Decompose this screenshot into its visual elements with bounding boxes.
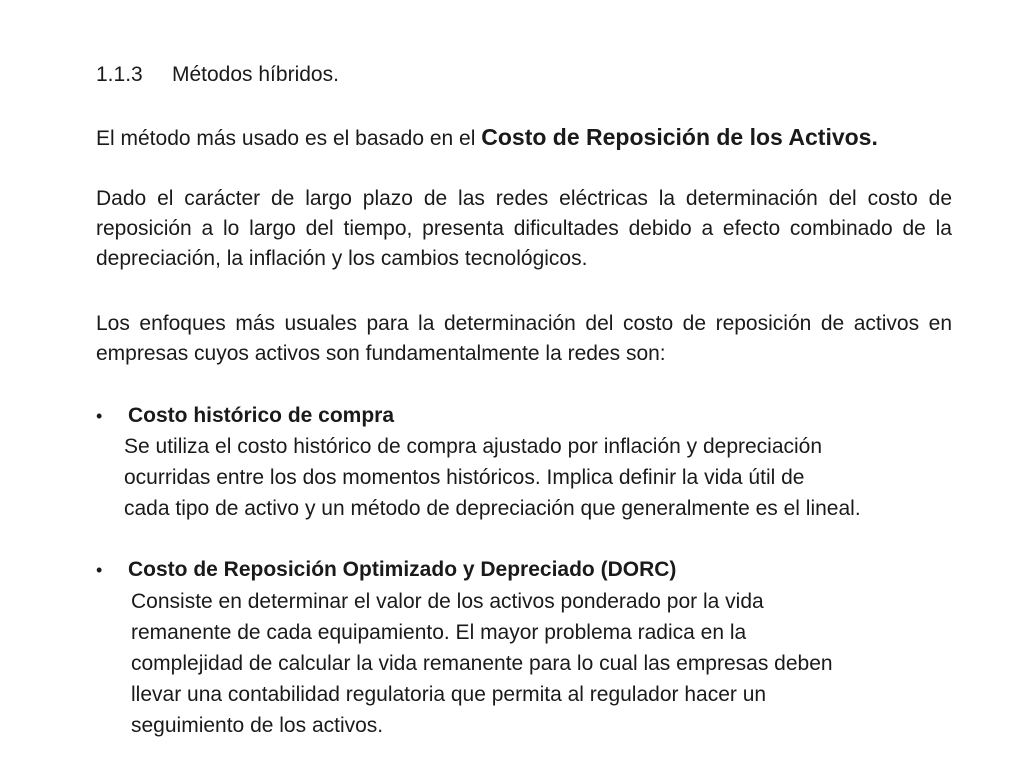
section-number: 1.1.3 — [96, 63, 143, 86]
bullet-marker: • — [96, 560, 103, 580]
bullet-body-line: seguimiento de los activos. — [131, 714, 384, 737]
bullet-body-historic-cost — [124, 431, 861, 524]
bullet-body-line: llevar una contabilidad regulatoria que permita al regulador hacer un — [131, 683, 767, 706]
bullet-body-line: complejidad de calcular la vida remanente para lo cual las empresas deben — [131, 652, 833, 675]
bullet-title-dorc: Costo de Reposición Optimizado y Depreciado (DORC) — [128, 558, 677, 581]
bullet-body-line: Se utiliza el costo histórico de compra ajustado por inflación y depreciación — [124, 435, 823, 458]
bullet-body-line: cada tipo de activo y un método de depreciación que generalmente es el lineal. — [124, 497, 861, 520]
section-heading — [96, 60, 339, 90]
section-title: Métodos híbridos. — [172, 63, 339, 86]
lead-text: El método más usado es el basado en el — [96, 127, 482, 150]
bullet-body-line: remanente de cada equipamiento. El mayor problema radica en la — [131, 621, 747, 644]
bullet-title-historic-cost: Costo histórico de compra — [128, 404, 395, 427]
paragraph-approaches: Los enfoques más usuales para la determinación del costo de reposición de activos en empresas cuyos activos son fundamentalmente la redes son: — [96, 312, 952, 365]
bullet-body-line: Consiste en determinar el valor de los activos ponderado por la vida — [131, 590, 764, 613]
lead-sentence — [96, 122, 878, 154]
lead-emphasis: Costo de Reposición de los Activos. — [481, 124, 878, 150]
bullet-body-line: ocurridas entre los dos momentos históricos. Implica definir la vida útil de — [124, 466, 805, 489]
bullet-body-dorc — [131, 586, 833, 741]
paragraph-depreciation: Dado el carácter de largo plazo de las redes eléctricas la determinación del costo de reposición a lo largo del tiempo, presenta dificultades debido a efecto combinado de la depreciación, la inflación y los cambios tecnológicos. — [96, 187, 952, 270]
bullet-marker: • — [96, 406, 103, 426]
